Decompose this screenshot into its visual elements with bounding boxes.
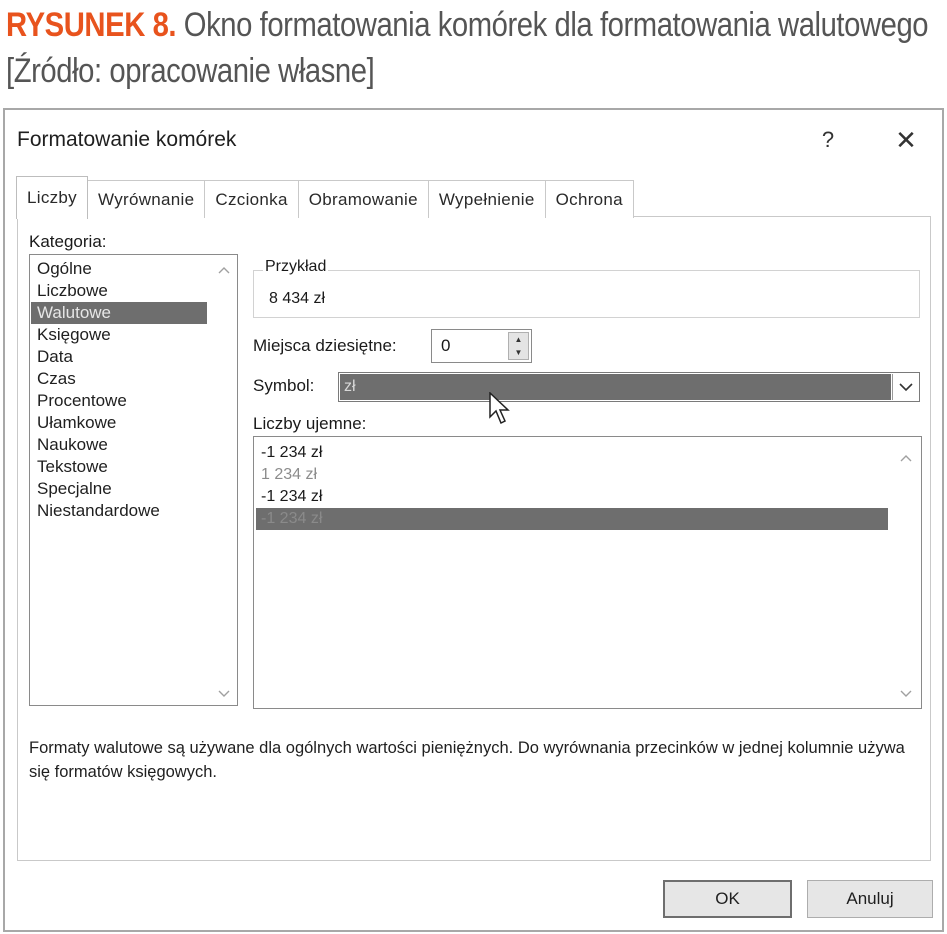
category-item-general[interactable]: Ogólne: [37, 259, 92, 278]
decimal-places-stepper[interactable]: [431, 329, 532, 363]
decimal-places-label: Miejsca dziesiętne:: [253, 336, 397, 355]
category-item-currency[interactable]: Walutowe: [31, 302, 207, 324]
figure-label: RYSUNEK 8.: [6, 6, 177, 44]
category-label: Kategoria:: [29, 232, 107, 251]
category-item-custom[interactable]: Niestandardowe: [37, 501, 160, 520]
spin-control[interactable]: [508, 332, 529, 360]
close-button[interactable]: [883, 120, 929, 160]
negative-format-item[interactable]: -1 234 zł: [261, 488, 323, 505]
negative-numbers-label: Liczby ujemne:: [253, 414, 367, 433]
ok-button[interactable]: OK: [663, 880, 792, 918]
scroll-up-icon[interactable]: [216, 263, 232, 277]
category-item-accounting[interactable]: Księgowe: [37, 325, 111, 344]
format-cells-dialog: [3, 108, 944, 932]
category-item-percentage[interactable]: Procentowe: [37, 391, 127, 410]
tab-numbers[interactable]: Liczby: [16, 176, 88, 219]
figure-caption: [6, 2, 943, 94]
tab-alignment[interactable]: Wyrównanie: [87, 180, 205, 218]
dialog-title: Formatowanie komórek: [17, 128, 237, 151]
sample-label: Przykład: [265, 258, 327, 275]
tab-bar: [17, 176, 634, 216]
symbol-label: Symbol:: [253, 376, 315, 395]
scroll-down-icon[interactable]: [216, 687, 232, 701]
category-list[interactable]: [29, 254, 238, 706]
tab-protection[interactable]: Ochrona: [545, 180, 634, 218]
symbol-dropdown[interactable]: [338, 372, 920, 402]
negative-format-item-selected[interactable]: -1 234 zł: [256, 508, 888, 530]
negative-format-item[interactable]: -1 234 zł: [261, 444, 323, 461]
category-item-date[interactable]: Data: [37, 347, 73, 366]
spin-up-icon[interactable]: ▲: [514, 335, 523, 344]
category-item-fraction[interactable]: Ułamkowe: [37, 413, 117, 432]
mouse-pointer-icon: [489, 392, 511, 431]
category-item-number[interactable]: Liczbowe: [37, 281, 108, 300]
tab-border[interactable]: Obramowanie: [298, 180, 429, 218]
negative-numbers-list[interactable]: [253, 436, 922, 709]
sample-group: [253, 270, 920, 318]
figure-caption-text: Okno formatowania komórek dla formatowania walutowego [Źródło: opracowanie własne]: [6, 6, 929, 90]
cancel-button[interactable]: Anuluj: [807, 880, 933, 918]
tab-fill[interactable]: Wypełnienie: [428, 180, 546, 218]
category-item-text[interactable]: Tekstowe: [37, 457, 108, 476]
negative-format-item[interactable]: 1 234 zł: [261, 466, 318, 483]
category-item-special[interactable]: Specjalne: [37, 479, 112, 498]
category-item-time[interactable]: Czas: [37, 369, 76, 388]
decimal-places-value[interactable]: 0: [441, 336, 451, 355]
scroll-up-icon[interactable]: [898, 451, 914, 465]
format-description: Formaty walutowe są używane dla ogólnych wartości pieniężnych. Do wyrównania przecinków w jednej kolumnie używa się formatów księgowych.: [29, 739, 905, 781]
sample-value: 8 434 zł: [269, 290, 326, 307]
scroll-down-icon[interactable]: [898, 687, 914, 701]
chevron-down-icon[interactable]: [892, 374, 918, 400]
symbol-selected-value[interactable]: zł: [340, 374, 891, 400]
category-item-scientific[interactable]: Naukowe: [37, 435, 108, 454]
help-button[interactable]: ?: [821, 127, 835, 152]
spin-down-icon[interactable]: ▼: [514, 348, 523, 357]
tab-font[interactable]: Czcionka: [204, 180, 298, 218]
close-icon: ✕: [895, 124, 917, 155]
